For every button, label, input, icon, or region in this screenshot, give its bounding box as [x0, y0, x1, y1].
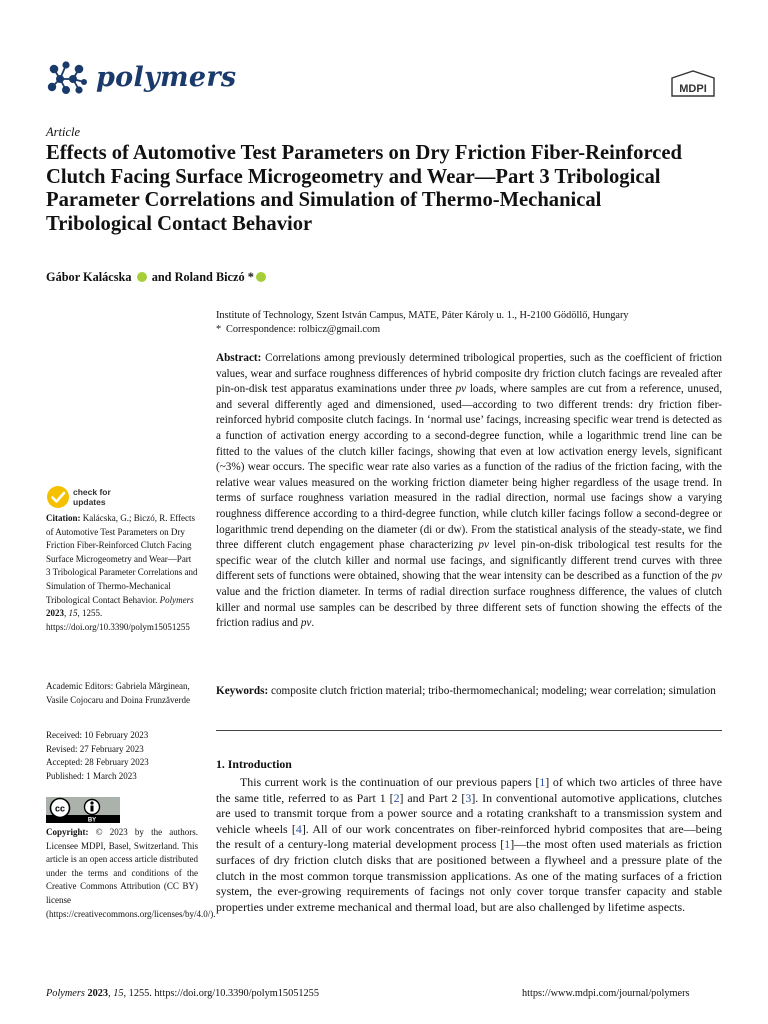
footer-year: 2023 — [87, 988, 109, 999]
copyright-label: Copyright: — [46, 827, 89, 837]
author-conjunction: and — [151, 270, 172, 284]
journal-logo-icon — [46, 60, 88, 96]
abstract-pv: pv — [711, 570, 722, 583]
section-divider — [216, 730, 722, 731]
intro-text: ] and Part 2 [ — [399, 790, 466, 805]
correspondence-mark: * — [247, 270, 254, 284]
ref-link[interactable]: 4 — [295, 821, 302, 836]
ref-link[interactable]: 3 — [465, 790, 472, 805]
ref-link[interactable]: 2 — [393, 790, 400, 805]
received-date: Received: 10 February 2023 — [46, 730, 149, 740]
ref-link[interactable]: 1 — [539, 775, 546, 789]
citation-doi[interactable]: , 1255. https://doi.org/10.3390/polym15051255 — [46, 608, 190, 632]
citation-text: Kalácska, G.; Biczó, R. Effects of Automotive Test Parameters on Dry Friction Fiber-Reinforced Clutch Facing Surface Microgeometry and Wear—Part 3 Tribological Parameter Correlations and Simulation of Thermo-Mechanical Tribological Contact Behavior. — [46, 513, 198, 605]
published-date: Published: 1 March 2023 — [46, 770, 137, 781]
author-name[interactable]: Roland Biczó — [174, 270, 245, 284]
correspondence-mark: * — [216, 323, 222, 335]
badge-label: check for — [73, 487, 111, 497]
cc-by-license-icon[interactable] — [46, 797, 120, 823]
article-type: Article — [46, 125, 81, 139]
intro-text: ]. In conventional automotive applications, clutches are used to transmit torque from a power source and a rotating crankshaft to a transmission system and vehicle wheels [ — [216, 790, 723, 836]
intro-paragraph — [216, 775, 722, 915]
intro-text: This current work is the continuation of our previous papers [ — [240, 775, 540, 789]
footer-volume: 15 — [113, 988, 124, 999]
keywords-label: Keywords: — [216, 685, 269, 697]
copyright-block — [46, 826, 216, 921]
publisher-logo — [666, 70, 720, 100]
intro-text: ] of which two articles of three have the same title, referred to as Part 1 [ — [216, 775, 722, 805]
abstract-text: . — [311, 617, 315, 630]
author-list — [46, 270, 268, 285]
abstract-pv: pv — [300, 617, 312, 630]
intro-text: ]. All of our work concentrates on fiber-reinforced hybrid composites that are—being the result of a century-long material development process [ — [216, 821, 722, 852]
abstract-text: Correlations among previously determined tribological properties, such as the coefficient of friction values, wear and surface roughness differences of hybrid composite dry friction clutch facings are revealed after pin-on-disk test apparatus examinations under three — [216, 352, 723, 396]
affiliation-block — [216, 309, 726, 336]
keywords-text: composite clutch friction material; tribo-thermomechanical; modeling; wear correlation; simulation — [271, 685, 716, 697]
citation-volume: 15 — [68, 608, 78, 619]
keywords — [216, 684, 722, 700]
cc-by-label: BY — [87, 817, 97, 823]
dates-block — [46, 729, 198, 783]
check-updates-icon — [46, 485, 70, 509]
journal-name: polymers — [96, 62, 237, 93]
abstract-text: value and the friction diameter. In terms of radial direction surface roughness difference, the values of clutch killer and normal use samples can be described by three different sets of function showing the effects of the friction radius and — [216, 585, 722, 630]
svg-text:cc: cc — [54, 803, 66, 814]
orcid-icon[interactable] — [256, 272, 266, 282]
badge-label: updates — [73, 497, 106, 507]
publisher-name: MDPI — [679, 83, 707, 95]
abstract — [216, 351, 722, 632]
footer-citation: Polymers 2023, 15, 1255. https://doi.org/10.3390/polym15051255 — [46, 988, 319, 999]
abstract-label: Abstract: — [216, 352, 262, 364]
article-title: Effects of Automotive Test Parameters on Dry Friction Fiber-Reinforced Clutch Facing Surface Microgeometry and Wear—Part 3 Tribological Parameter Correlations and Simulation of Thermo-Mechanical Tribological Contact Behavior — [46, 142, 682, 235]
ref-link[interactable]: 1 — [504, 837, 511, 852]
academic-editors: Academic Editors: Gabriela Mărginean, Vasile Cojocaru and Doina Frunzăverde — [46, 681, 190, 705]
abstract-pv: pv — [455, 383, 467, 396]
author-name[interactable]: Gábor Kalácska — [46, 270, 132, 284]
footer-journal-url[interactable]: https://www.mdpi.com/journal/polymers — [522, 988, 690, 999]
abstract-text: loads, where samples are cut from a reference, unused, and several differently aged and dimensioned, used—according to two different trends: dry friction fiber-reinforced hybrid composite clutch facings. In ‘normal use’ facings, increasing specific wear trend is detected as a function of activation energy according to a second-degree function, while a logarithmic trend line can be fitted to the values of the clutch killer facings, showing that even at low activation energy levels, significant (~3%) wear occurs. The specific wear rate also varies as a function of the radius of the friction facing, with the relative wear values measured on the working friction diameter being higher regardless of the usage trend. In terms of surface roughness variation measured in the radial direction, normal use facings show a varying roughness difference according to a third-degree function, while clutch killer facings follow a second-degree or logarithmic trend depending on the diameter (di or dw). From the statistical analysis of the steady-state, we find three different clutch engagement phase characterizing — [216, 383, 722, 552]
abstract-pv: pv — [478, 539, 489, 552]
citation-block: Citation: Kalácska, G.; Biczó, R. Effects of Automotive Test Parameters on Dry Friction Fiber-Reinforced Clutch Facing Surface Microgeometry and Wear—Part 3 Tribological Parameter Correlations and Simulation of Thermo-Mechanical Tribological Contact Behavior. Polymers 2023, 15, 1255. https://doi.org/10.3390/polym15051255 — [46, 513, 198, 632]
section-heading: 1. Introduction — [216, 757, 292, 771]
abstract-text: level pin-on-disk tribological test results for the specific wear of the clutch killer and normal use facings, and significantly different trend curves with three different sets of functions were obtained, showing that the wear intensity can be described as a function of the — [216, 539, 723, 583]
affiliation-line: Institute of Technology, Szent István Campus, MATE, Páter Károly u. 1., H-2100 Gödöllő, Hungary — [216, 310, 629, 321]
check-for-updates-badge[interactable] — [46, 483, 126, 511]
footer-doi[interactable]: , 1255. https://doi.org/10.3390/polym15051255 — [123, 988, 319, 999]
citation-label: Citation: — [46, 513, 81, 523]
orcid-icon[interactable] — [137, 272, 147, 282]
accepted-date: Accepted: 28 February 2023 — [46, 757, 149, 768]
intro-text: ]—the most often used materials as friction surfaces of dry friction clutch disks that are positioned between a flywheel and a pressure plate of the clutch in the most common torque transmission applications. As one of the mating surfaces of a friction system, the ever-growing requirements of facings not only cover torque transfer capacity and stable properties under extreme mechanical and thermal load, but are also challenged by lifetime aspects. — [216, 837, 722, 914]
citation-year: 2023 — [46, 608, 64, 619]
correspondence-line[interactable]: Correspondence: rolbicz@gmail.com — [226, 323, 381, 335]
citation-journal: Polymers — [159, 594, 194, 605]
footer-journal: Polymers — [46, 988, 85, 999]
revised-date: Revised: 27 February 2023 — [46, 743, 144, 754]
copyright-text: © 2023 by the authors. Licensee MDPI, Basel, Switzerland. This article is an open access article distributed under the terms and conditions of the Creative Commons Attribution (CC BY) license (https://creativecommons.org/licenses/by/4.0/). — [46, 827, 216, 919]
